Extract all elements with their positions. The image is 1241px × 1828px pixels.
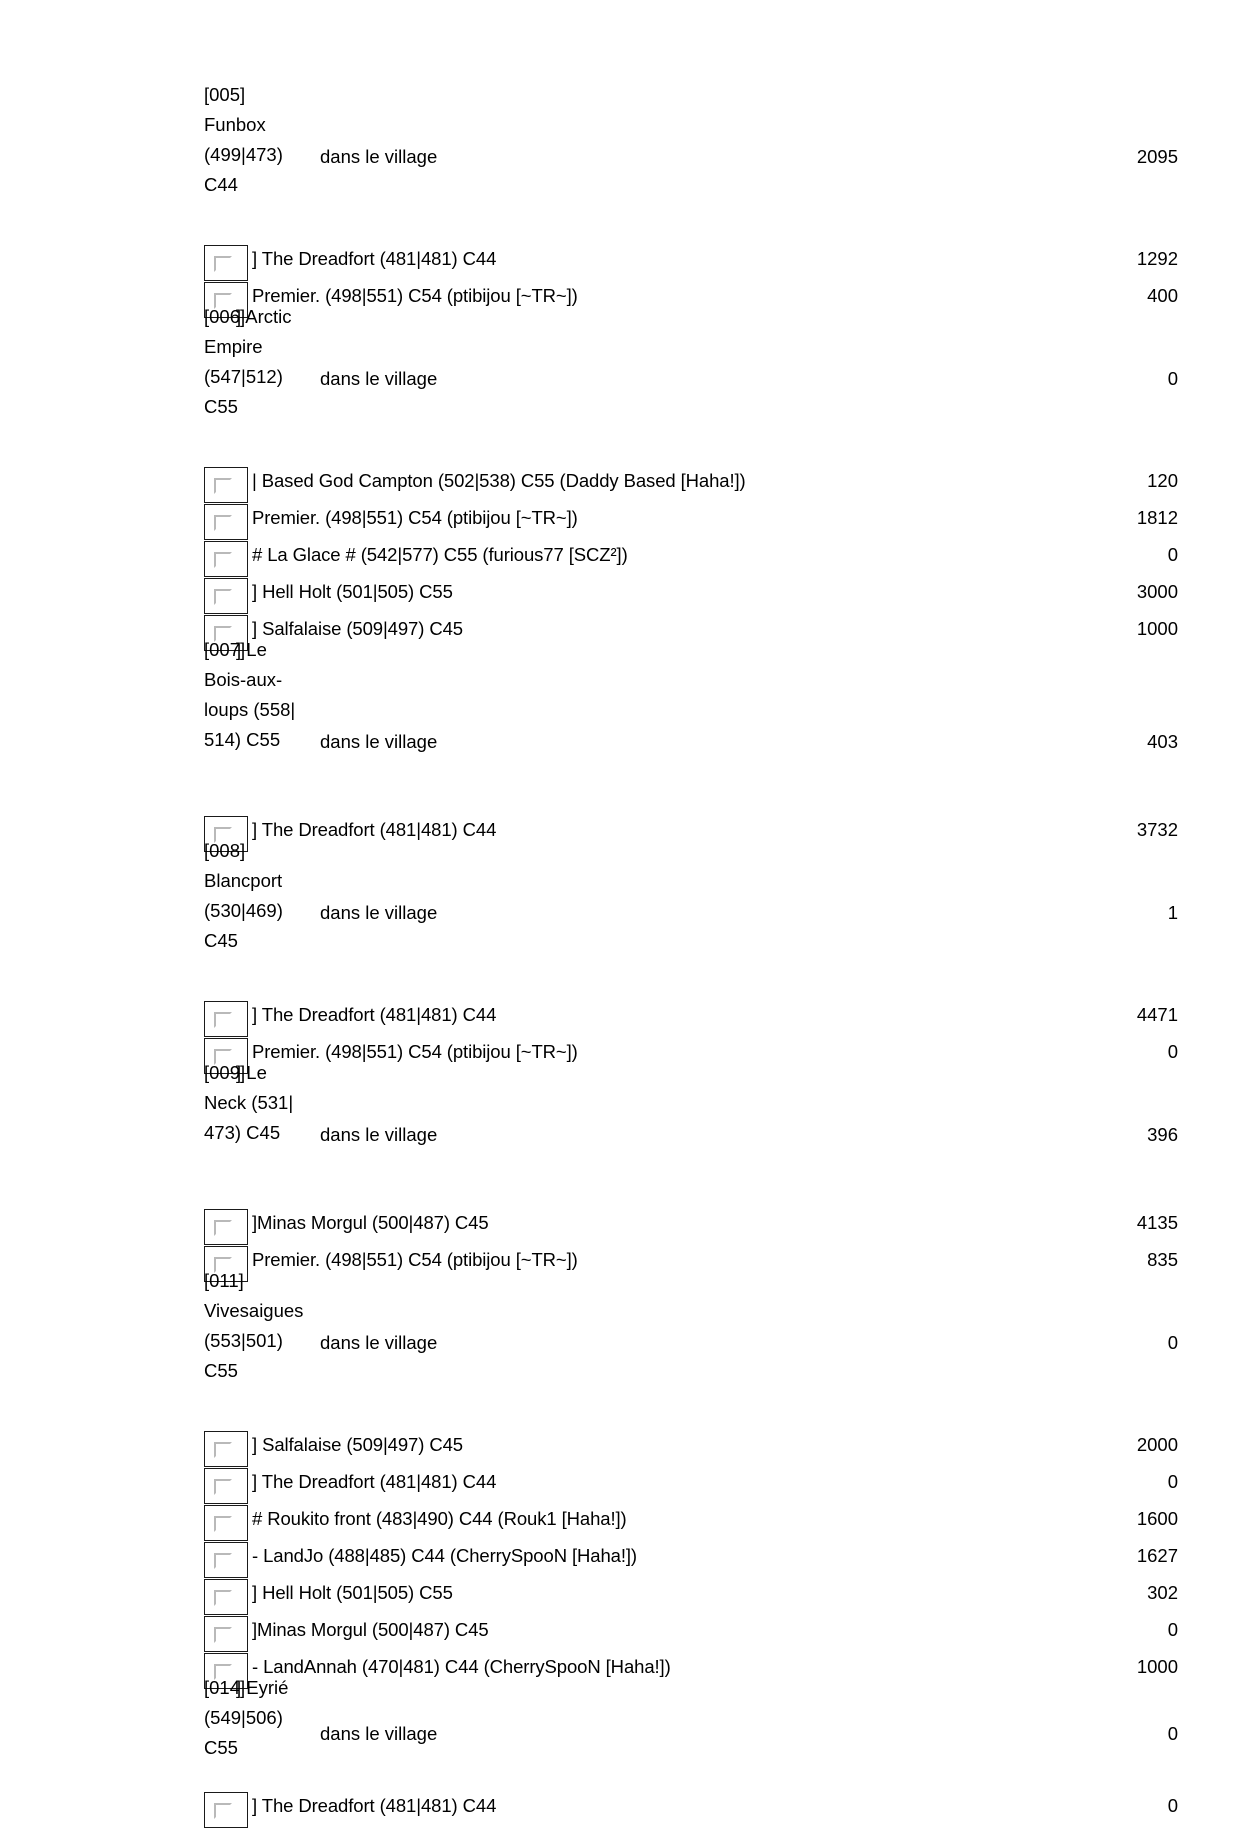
- broken-image-placeholder-icon: [204, 1542, 248, 1578]
- row-label: ] The Dreadfort (481|481) C44: [252, 248, 497, 269]
- village-name: Blancport: [204, 870, 283, 891]
- village-coords: (553|501): [204, 1330, 283, 1351]
- village-summary-row: [204, 306, 1204, 422]
- truncated-id: [008]: [204, 840, 246, 861]
- village-summary-row: [204, 840, 1204, 956]
- table-row[interactable]: [204, 1541, 1204, 1578]
- row-value: 0: [1167, 1795, 1178, 1816]
- row-label: ] Salfalaise (509|497) C45: [252, 618, 463, 639]
- broken-image-placeholder-icon: [204, 1001, 248, 1037]
- row-value: 302: [1147, 1582, 1178, 1603]
- broken-image-placeholder-icon: [204, 467, 248, 503]
- table-row[interactable]: [204, 577, 1204, 614]
- row-value: 1000: [1136, 618, 1178, 639]
- block-spacer: [204, 1150, 1204, 1194]
- broken-image-placeholder-icon: [204, 1209, 248, 1245]
- table-row[interactable]: [204, 466, 1204, 503]
- table-row[interactable]: [204, 1615, 1204, 1652]
- broken-image-placeholder-icon: [204, 1579, 248, 1615]
- row-group: [204, 1208, 1204, 1282]
- block-spacer: [204, 1763, 1204, 1791]
- value-cell: 396: [1147, 1124, 1178, 1145]
- row-value: 4471: [1136, 1004, 1178, 1025]
- village-continent: C55: [204, 396, 238, 417]
- broken-image-placeholder-icon: [204, 1792, 248, 1828]
- location-label: dans le village: [320, 368, 438, 389]
- row-group: [204, 815, 1204, 852]
- row-label: ]Minas Morgul (500|487) C45: [252, 1212, 489, 1233]
- broken-image-placeholder-icon: [204, 541, 248, 577]
- village-name-line: 514) C55: [204, 729, 281, 750]
- row-value: 3000: [1136, 581, 1178, 602]
- village-continent: C44: [204, 174, 238, 195]
- report-content: [204, 84, 1204, 1828]
- value-cell: 1: [1167, 902, 1178, 923]
- village-name-line: ] Le: [236, 639, 267, 660]
- broken-image-placeholder-icon: [204, 245, 248, 281]
- table-row[interactable]: [204, 1578, 1204, 1615]
- row-value: 1627: [1136, 1545, 1178, 1566]
- row-value: 1000: [1136, 1656, 1178, 1677]
- broken-image-placeholder-icon: [204, 578, 248, 614]
- village-name-cell: [204, 639, 312, 755]
- village-name-line: ] Le: [236, 1062, 267, 1083]
- table-row[interactable]: [204, 614, 1204, 651]
- truncated-id: [006]: [204, 306, 246, 327]
- row-group: [204, 244, 1204, 318]
- village-summary-block: [204, 639, 1204, 757]
- village-name-cell: [204, 1677, 312, 1763]
- village-summary-block: [204, 840, 1204, 956]
- row-group: [204, 1000, 1204, 1074]
- row-value: 0: [1167, 544, 1178, 565]
- broken-image-placeholder-icon: [204, 1468, 248, 1504]
- truncated-id: [007]: [204, 639, 246, 660]
- village-name: Vivesaigues: [204, 1300, 304, 1321]
- row-value: 0: [1167, 1041, 1178, 1062]
- table-row[interactable]: [204, 540, 1204, 577]
- row-label: Premier. (498|551) C54 (ptibijou [~TR~]): [252, 1041, 578, 1062]
- village-coords: (499|473): [204, 144, 283, 165]
- village-name-line: Neck (531|: [204, 1092, 294, 1113]
- block-spacer: [204, 956, 1204, 1000]
- truncated-id: [014]: [204, 1677, 246, 1698]
- row-value: 1292: [1136, 248, 1178, 269]
- table-row[interactable]: [204, 1430, 1204, 1467]
- location-label: dans le village: [320, 731, 438, 752]
- village-summary-block: [204, 306, 1204, 422]
- table-row[interactable]: [204, 1504, 1204, 1541]
- row-value: 4135: [1136, 1212, 1178, 1233]
- row-label: Premier. (498|551) C54 (ptibijou [~TR~]): [252, 507, 578, 528]
- location-label: dans le village: [320, 902, 438, 923]
- village-summary-block: [204, 1270, 1204, 1386]
- location-label: dans le village: [320, 1124, 438, 1145]
- row-label: Premier. (498|551) C54 (ptibijou [~TR~]): [252, 285, 578, 306]
- value-cell: 403: [1147, 731, 1178, 752]
- row-label: Premier. (498|551) C54 (ptibijou [~TR~]): [252, 1249, 578, 1270]
- village-name-line: (549|506): [204, 1707, 283, 1728]
- location-label: dans le village: [320, 146, 438, 167]
- village-name-cell: [204, 84, 312, 200]
- village-name-cell: [204, 840, 312, 956]
- table-row[interactable]: [204, 1245, 1204, 1282]
- row-label: ]Minas Morgul (500|487) C45: [252, 1619, 489, 1640]
- village-summary-row: [204, 1062, 1204, 1150]
- row-label: - LandJo (488|485) C44 (CherrySpooN [Haha!]): [252, 1545, 637, 1566]
- table-row[interactable]: [204, 815, 1204, 852]
- row-group: [204, 466, 1204, 651]
- row-label: ] The Dreadfort (481|481) C44: [252, 1004, 497, 1025]
- broken-image-placeholder-icon: [204, 1431, 248, 1467]
- village-name-line: ] Eyrié: [236, 1677, 289, 1698]
- location-label: dans le village: [320, 1332, 438, 1353]
- value-cell: 0: [1167, 1332, 1178, 1353]
- value-cell: 0: [1167, 1723, 1178, 1744]
- row-group: [204, 1430, 1204, 1689]
- row-label: # Roukito front (483|490) C44 (Rouk1 [Haha!]): [252, 1508, 627, 1529]
- row-label: ] The Dreadfort (481|481) C44: [252, 1795, 497, 1816]
- row-label: ] Salfalaise (509|497) C45: [252, 1434, 463, 1455]
- broken-image-placeholder-icon: [204, 504, 248, 540]
- row-label: - LandAnnah (470|481) C44 (CherrySpooN [Haha!]): [252, 1656, 671, 1677]
- village-summary-row: [204, 84, 1204, 200]
- village-name-line: ] Arctic: [236, 306, 292, 327]
- truncated-id: [011]: [204, 1270, 244, 1291]
- village-name-cell: [204, 1062, 312, 1148]
- village-name-cell: [204, 306, 312, 422]
- village-name-line: Bois-aux-: [204, 669, 283, 690]
- table-row[interactable]: [204, 244, 1204, 281]
- village-name: Funbox: [204, 114, 266, 135]
- truncated-id: [009]: [204, 1062, 246, 1083]
- block-spacer: [204, 801, 1204, 815]
- row-group: [204, 1791, 1204, 1828]
- row-label: ] The Dreadfort (481|481) C44: [252, 819, 497, 840]
- block-spacer: [204, 200, 1204, 244]
- row-label: ] Hell Holt (501|505) C55: [252, 581, 453, 602]
- village-summary-block: [204, 1677, 1204, 1763]
- row-label: | Based God Campton (502|538) C55 (Daddy Based [Haha!]): [252, 470, 746, 491]
- block-spacer: [204, 1194, 1204, 1208]
- location-label: dans le village: [320, 1723, 438, 1744]
- table-row[interactable]: [204, 1652, 1204, 1689]
- village-coords: (530|469): [204, 900, 283, 921]
- table-row[interactable]: [204, 1037, 1204, 1074]
- broken-image-placeholder-icon: [204, 1616, 248, 1652]
- row-label: # La Glace # (542|577) C55 (furious77 [SCZ²]): [252, 544, 628, 565]
- value-cell: 0: [1167, 368, 1178, 389]
- row-value: 835: [1147, 1249, 1178, 1270]
- row-value: 400: [1147, 285, 1178, 306]
- block-spacer: [204, 1386, 1204, 1430]
- table-row[interactable]: [204, 281, 1204, 318]
- row-label: ] Hell Holt (501|505) C55: [252, 1582, 453, 1603]
- table-row[interactable]: [204, 1208, 1204, 1245]
- village-name-cell: [204, 1270, 312, 1386]
- broken-image-placeholder-icon: [204, 1505, 248, 1541]
- row-label: ] The Dreadfort (481|481) C44: [252, 1471, 497, 1492]
- village-summary-row: [204, 1677, 1204, 1763]
- village-name-line: C55: [204, 1737, 238, 1758]
- village-summary-row: [204, 639, 1204, 757]
- table-row[interactable]: [204, 1791, 1204, 1828]
- value-cell: 2095: [1136, 146, 1178, 167]
- village-summary-block: [204, 84, 1204, 200]
- truncated-id: [005]: [204, 84, 246, 105]
- village-continent: C55: [204, 1360, 238, 1381]
- block-spacer: [204, 757, 1204, 801]
- row-value: 3732: [1136, 819, 1178, 840]
- table-row[interactable]: [204, 503, 1204, 540]
- block-spacer: [204, 422, 1204, 466]
- village-continent: C45: [204, 930, 238, 951]
- row-value: 1600: [1136, 1508, 1178, 1529]
- row-value: 120: [1147, 470, 1178, 491]
- village-coords: (547|512): [204, 366, 283, 387]
- village-name-line: 473) C45: [204, 1122, 281, 1143]
- row-value: 0: [1167, 1471, 1178, 1492]
- row-value: 1812: [1136, 507, 1178, 528]
- village-name-line: Empire: [204, 336, 263, 357]
- table-row[interactable]: [204, 1467, 1204, 1504]
- row-value: 2000: [1136, 1434, 1178, 1455]
- table-row[interactable]: [204, 1000, 1204, 1037]
- row-value: 0: [1167, 1619, 1178, 1640]
- village-summary-block: [204, 1062, 1204, 1150]
- village-summary-row: [204, 1270, 1204, 1386]
- village-name-line: loups (558|: [204, 699, 296, 720]
